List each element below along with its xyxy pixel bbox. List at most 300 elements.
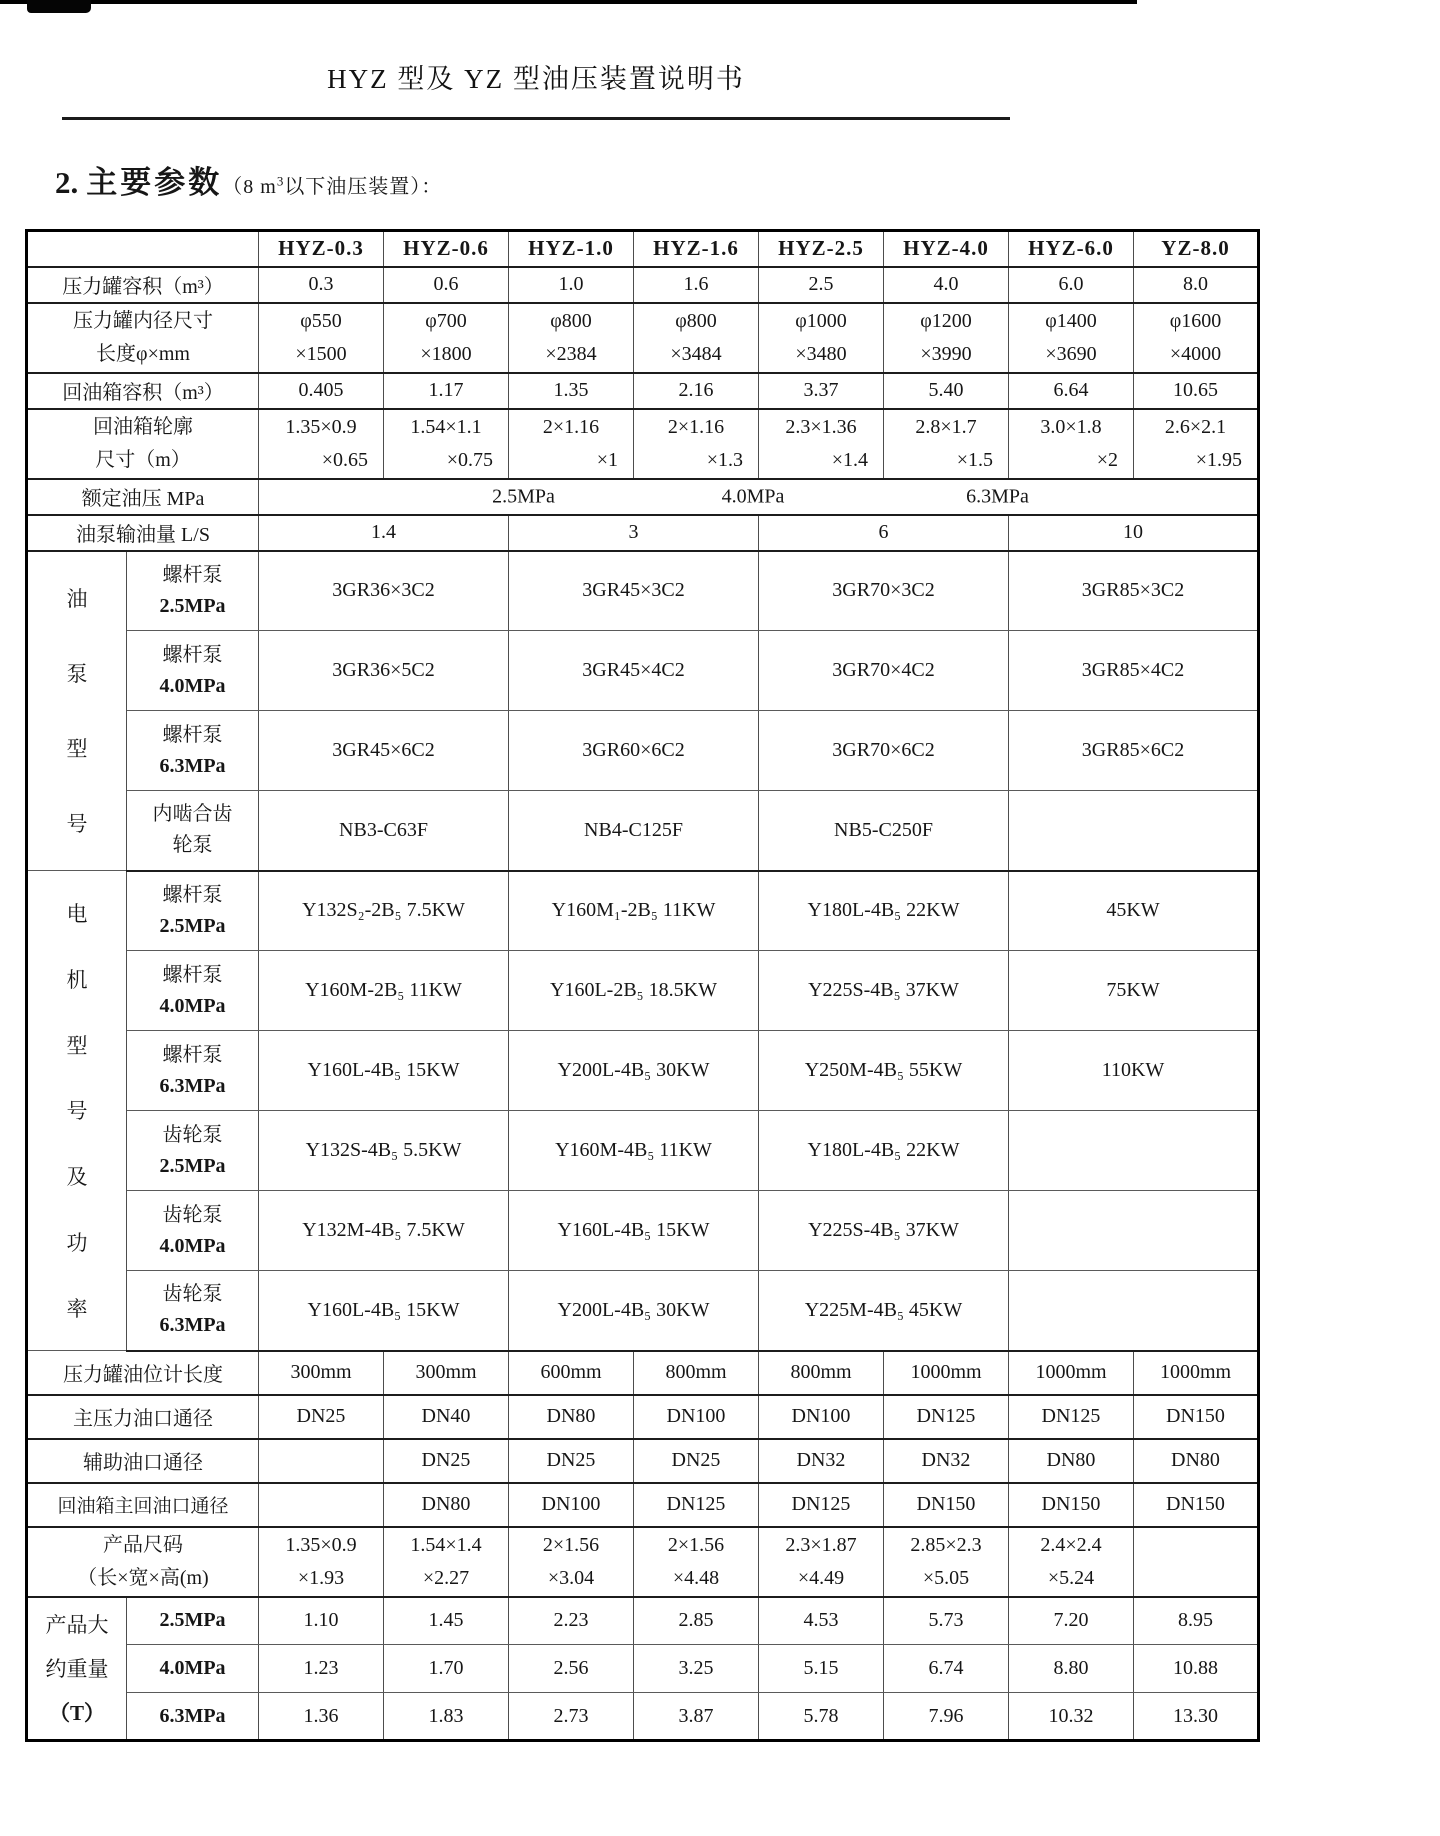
param-value: 8.0	[1134, 267, 1259, 303]
param-value: 3GR60×6C2	[509, 711, 759, 791]
weight-row	[27, 1645, 1259, 1693]
pump-row	[27, 791, 1259, 871]
motor-sub-label	[127, 871, 259, 951]
param-value: DN125	[1009, 1395, 1134, 1439]
vertical-label-char: 型	[66, 737, 88, 762]
param-value: Y160M-4B₅ 11KW	[509, 1111, 759, 1191]
param-value	[884, 409, 1009, 479]
model-header: HYZ-2.5	[759, 231, 884, 267]
param-value: 8.95	[1134, 1597, 1259, 1645]
return-tank-size-row	[27, 409, 1259, 479]
value-line2: ×1500	[295, 342, 347, 365]
sub-label-line2: 2.5MPa	[159, 914, 226, 937]
vertical-label-char: 油	[66, 587, 88, 612]
value-line2: ×2384	[545, 342, 597, 365]
param-value: Y160L-4B₅ 15KW	[259, 1031, 509, 1111]
vertical-label-char: 号	[66, 1099, 88, 1124]
sub-label-line2: 2.5MPa	[159, 1154, 226, 1177]
param-value: 3GR70×4C2	[759, 631, 1009, 711]
row-label: 回油箱容积（m³）	[27, 373, 259, 409]
vertical-label-char: 型	[66, 1033, 88, 1058]
value-line2: ×1.4	[831, 448, 868, 471]
param-value	[1134, 1527, 1259, 1597]
value-line2: ×4000	[1169, 342, 1222, 365]
param-value: 2.73	[509, 1693, 634, 1741]
sub-label-line1: 齿轮泵	[162, 1203, 223, 1226]
note-pre: （8 m	[222, 176, 277, 198]
param-value	[634, 303, 759, 373]
sub-label-line1: 螺杆泵	[162, 563, 223, 586]
param-value: 1.23	[259, 1645, 384, 1693]
param-value: 3GR36×5C2	[259, 631, 509, 711]
param-value: DN25	[634, 1439, 759, 1483]
motor-row	[27, 1271, 1259, 1351]
label-line2: 尺寸（m）	[95, 448, 191, 471]
section-number: 2.	[55, 165, 79, 200]
param-value: 1000mm	[884, 1351, 1009, 1395]
row-label	[27, 1527, 259, 1597]
weight-label-line: （T）	[48, 1701, 105, 1726]
main-port-row	[27, 1395, 1259, 1439]
value-line1: φ1200	[920, 310, 972, 333]
param-value	[634, 409, 759, 479]
value-line1: 2×1.56	[667, 1534, 725, 1557]
motor-sub-label	[127, 1191, 259, 1271]
param-value: 10.65	[1134, 373, 1259, 409]
value-line2: ×1	[596, 448, 618, 471]
sub-label-line2: 2.5MPa	[159, 594, 226, 617]
param-value: 1.45	[384, 1597, 509, 1645]
param-value: DN80	[1134, 1439, 1259, 1483]
value-line1: φ1000	[795, 310, 847, 333]
pump-section-label	[27, 551, 127, 871]
param-value: DN150	[884, 1483, 1009, 1527]
param-value: 1000mm	[1134, 1351, 1259, 1395]
sub-label-line2: 轮泵	[172, 834, 213, 857]
value-line2: ×2.27	[422, 1566, 470, 1589]
param-value: 10.88	[1134, 1645, 1259, 1693]
vertical-label-char: 及	[66, 1165, 88, 1190]
param-value: 3GR85×4C2	[1009, 631, 1259, 711]
param-value: Y250M-4B₅ 55KW	[759, 1031, 1009, 1111]
sub-label-line2: 6.3MPa	[159, 1074, 226, 1097]
model-header: HYZ-0.3	[259, 231, 384, 267]
value-line2: ×0.75	[446, 448, 493, 471]
pump-row	[27, 631, 1259, 711]
param-value	[509, 303, 634, 373]
param-value: 10	[1009, 515, 1259, 551]
sub-label-line1: 螺杆泵	[162, 883, 223, 906]
value-line1: φ1600	[1169, 310, 1222, 333]
param-value: 6.0	[1009, 267, 1134, 303]
param-value: 5.15	[759, 1645, 884, 1693]
param-value: 1.36	[259, 1693, 384, 1741]
param-value	[259, 303, 384, 373]
param-value	[259, 1483, 384, 1527]
param-value: 3GR36×3C2	[259, 551, 509, 631]
param-value: DN100	[634, 1395, 759, 1439]
param-value	[1134, 303, 1259, 373]
param-value	[1009, 1191, 1259, 1271]
param-value: 1.17	[384, 373, 509, 409]
param-value: NB5-C250F	[759, 791, 1009, 871]
param-value: Y225S-4B₅ 37KW	[759, 1191, 1009, 1271]
param-value: 600mm	[509, 1351, 634, 1395]
return-port-row	[27, 1483, 1259, 1527]
weight-sub-label: 2.5MPa	[127, 1597, 259, 1645]
row-label: 辅助油口通径	[27, 1439, 259, 1483]
value-line1: 2.85×2.3	[910, 1534, 982, 1557]
rated-pressure-values	[259, 479, 1259, 515]
pump-row	[27, 551, 1259, 631]
param-value	[509, 1527, 634, 1597]
row-label: 油泵输油量 L/S	[27, 515, 259, 551]
value-line1: 2×1.56	[542, 1534, 600, 1557]
param-value: 5.40	[884, 373, 1009, 409]
motor-sub-label	[127, 1111, 259, 1191]
label-line1: 压力罐内径尺寸	[73, 310, 213, 333]
param-value: 7.20	[1009, 1597, 1134, 1645]
param-value: 13.30	[1134, 1693, 1259, 1741]
pump-sub-label	[127, 711, 259, 791]
weight-row	[27, 1597, 1259, 1645]
param-value: 4.53	[759, 1597, 884, 1645]
model-header: HYZ-4.0	[884, 231, 1009, 267]
value-line1: 2×1.16	[667, 416, 725, 439]
param-value: 6.74	[884, 1645, 1009, 1693]
param-value	[1009, 1271, 1259, 1351]
value-line2: ×0.65	[321, 448, 368, 471]
sub-label-line2: 4.0MPa	[159, 994, 226, 1017]
weight-row	[27, 1693, 1259, 1741]
param-value	[259, 1439, 384, 1483]
value-line2: ×3990	[920, 342, 972, 365]
param-value: 7.96	[884, 1693, 1009, 1741]
sub-label-line2: 4.0MPa	[159, 1234, 226, 1257]
param-value: 3GR85×3C2	[1009, 551, 1259, 631]
param-value: DN40	[384, 1395, 509, 1439]
row-label	[27, 303, 259, 373]
sub-label-line2: 6.3MPa	[159, 1314, 226, 1337]
row-label	[27, 409, 259, 479]
sub-label-line1: 螺杆泵	[162, 1043, 223, 1066]
rated-pressure-value: 2.5MPa	[492, 485, 555, 507]
corner-cell	[27, 231, 259, 267]
pump-sub-label	[127, 551, 259, 631]
sub-label-line1: 齿轮泵	[162, 1283, 223, 1306]
param-value: 10.32	[1009, 1693, 1134, 1741]
scan-artifact-bar	[0, 0, 1137, 4]
param-value	[1009, 303, 1134, 373]
model-header: YZ-8.0	[1134, 231, 1259, 267]
pump-row	[27, 711, 1259, 791]
param-value: DN80	[1009, 1439, 1134, 1483]
pump-sub-label	[127, 631, 259, 711]
param-value: 3.25	[634, 1645, 759, 1693]
param-value: Y160L-2B₅ 18.5KW	[509, 951, 759, 1031]
motor-sub-label	[127, 1271, 259, 1351]
sub-label-line2: 4.0MPa	[159, 674, 226, 697]
row-label: 压力罐油位计长度	[27, 1351, 259, 1395]
param-value: Y200L-4B₅ 30KW	[509, 1031, 759, 1111]
model-header: HYZ-1.6	[634, 231, 759, 267]
section-title: 主要参数	[86, 165, 223, 200]
label-line1: 产品尺码	[103, 1534, 183, 1557]
value-line1: 1.54×1.4	[410, 1534, 482, 1557]
param-value	[1009, 791, 1259, 871]
param-value: 3.87	[634, 1693, 759, 1741]
doc-header	[62, 57, 1010, 120]
param-value: DN25	[384, 1439, 509, 1483]
param-value: Y180L-4B₅ 22KW	[759, 1111, 1009, 1191]
param-value: Y160M-2B₅ 11KW	[259, 951, 509, 1031]
section-note	[222, 173, 443, 198]
gauge-length-row	[27, 1351, 1259, 1395]
param-value	[884, 1527, 1009, 1597]
row-label: 压力罐容积（m³）	[27, 267, 259, 303]
weight-section-label	[27, 1597, 127, 1741]
vertical-label-char: 机	[66, 968, 88, 993]
param-value: 2.85	[634, 1597, 759, 1645]
param-value: 45KW	[1009, 871, 1259, 951]
vertical-label-char: 电	[66, 902, 88, 927]
param-value: 0.405	[259, 373, 384, 409]
value-line1: 2.3×1.36	[785, 416, 857, 439]
param-value: Y132S₂-2B₅ 7.5KW	[259, 871, 509, 951]
vertical-label-char: 率	[66, 1296, 88, 1321]
param-value	[1009, 1527, 1134, 1597]
param-value: 8.80	[1009, 1645, 1134, 1693]
param-value: DN125	[759, 1483, 884, 1527]
motor-sub-label	[127, 951, 259, 1031]
param-value: 0.6	[384, 267, 509, 303]
motor-row	[27, 1191, 1259, 1271]
rated-pressure-row	[27, 479, 1259, 515]
param-value: Y132M-4B₅ 7.5KW	[259, 1191, 509, 1271]
param-value: 1.83	[384, 1693, 509, 1741]
value-line2: ×3484	[670, 342, 722, 365]
pump-sub-label	[127, 791, 259, 871]
motor-row	[27, 1031, 1259, 1111]
value-line1: φ700	[425, 310, 467, 333]
scan-artifact-blob	[27, 0, 91, 13]
row-label: 回油箱主回油口通径	[27, 1483, 259, 1527]
value-line2: ×2	[1096, 448, 1118, 471]
header-row	[27, 231, 1259, 267]
param-value: Y225M-4B₅ 45KW	[759, 1271, 1009, 1351]
param-value: 0.3	[259, 267, 384, 303]
param-value	[384, 409, 509, 479]
note-post: 以下油压装置）：	[284, 176, 443, 198]
param-value: 1.0	[509, 267, 634, 303]
value-line2: ×3480	[795, 342, 847, 365]
weight-sub-label: 6.3MPa	[127, 1693, 259, 1741]
sub-label-line1: 螺杆泵	[162, 723, 223, 746]
param-value: 1.10	[259, 1597, 384, 1645]
param-value: 800mm	[759, 1351, 884, 1395]
sub-label-line1: 螺杆泵	[162, 963, 223, 986]
param-value: 5.73	[884, 1597, 1009, 1645]
value-line1: 1.54×1.1	[410, 416, 482, 439]
param-value: 300mm	[259, 1351, 384, 1395]
param-value	[384, 303, 509, 373]
value-line2: ×3.04	[547, 1566, 595, 1589]
param-value: 1.35	[509, 373, 634, 409]
note-superscript: 3	[276, 173, 285, 189]
param-value: 3GR45×6C2	[259, 711, 509, 791]
model-header: HYZ-1.0	[509, 231, 634, 267]
weight-label-line: 产品大	[45, 1613, 109, 1638]
param-value	[634, 1527, 759, 1597]
motor-row	[27, 951, 1259, 1031]
rated-pressure-value: 4.0MPa	[721, 485, 785, 507]
param-value: 2.23	[509, 1597, 634, 1645]
value-line1: φ800	[550, 310, 592, 333]
sub-label-line1: 内啮合齿	[152, 803, 233, 826]
param-value	[1009, 1111, 1259, 1191]
value-line2: ×3690	[1045, 342, 1097, 365]
return-tank-volume-row	[27, 373, 1259, 409]
title-underline	[62, 117, 1010, 120]
param-value	[884, 303, 1009, 373]
param-value: 2.56	[509, 1645, 634, 1693]
model-header: HYZ-6.0	[1009, 231, 1134, 267]
param-value: 2.5	[759, 267, 884, 303]
param-value	[759, 409, 884, 479]
param-value: 800mm	[634, 1351, 759, 1395]
param-value: DN32	[884, 1439, 1009, 1483]
value-line2: ×4.49	[797, 1566, 845, 1589]
param-value: DN80	[384, 1483, 509, 1527]
weight-sub-label: 4.0MPa	[127, 1645, 259, 1693]
vertical-label-char: 泵	[66, 662, 88, 687]
vertical-label-char: 功	[66, 1230, 88, 1255]
param-value: 3GR45×4C2	[509, 631, 759, 711]
value-line1: φ550	[300, 310, 342, 333]
value-line1: 1.35×0.9	[285, 1534, 357, 1557]
param-value: DN80	[509, 1395, 634, 1439]
param-value: 75KW	[1009, 951, 1259, 1031]
param-value	[1009, 409, 1134, 479]
value-line1: 2.8×1.7	[915, 416, 977, 439]
value-line2: ×4.48	[672, 1566, 720, 1589]
param-value	[759, 1527, 884, 1597]
param-value: 1.70	[384, 1645, 509, 1693]
param-value: DN150	[1134, 1395, 1259, 1439]
param-value: Y160L-4B₅ 15KW	[509, 1191, 759, 1271]
value-line1: 2.4×2.4	[1040, 1534, 1102, 1557]
model-header: HYZ-0.6	[384, 231, 509, 267]
label-line1: 回油箱轮廓	[93, 416, 193, 439]
param-value: 4.0	[884, 267, 1009, 303]
section-heading	[55, 157, 1440, 202]
weight-label-line: 约重量	[45, 1657, 109, 1682]
param-value: 6	[759, 515, 1009, 551]
param-value: 1.4	[259, 515, 509, 551]
param-value: 3.37	[759, 373, 884, 409]
doc-title: HYZ 型及 YZ 型油压装置说明书	[327, 64, 745, 94]
sub-label-line2: 6.3MPa	[159, 754, 226, 777]
param-value: DN25	[259, 1395, 384, 1439]
param-value	[1134, 409, 1259, 479]
param-value: 3	[509, 515, 759, 551]
product-size-row	[27, 1527, 1259, 1597]
param-value: DN100	[759, 1395, 884, 1439]
label-line2: 长度φ×mm	[96, 342, 190, 365]
row-label: 主压力油口通径	[27, 1395, 259, 1439]
sub-label-line1: 螺杆泵	[162, 643, 223, 666]
motor-section-label	[27, 871, 127, 1351]
value-line1: 1.35×0.9	[285, 416, 357, 439]
param-value: 3GR70×6C2	[759, 711, 1009, 791]
param-value: NB3-C63F	[259, 791, 509, 871]
value-line2: ×1.95	[1195, 448, 1242, 471]
param-value: DN125	[884, 1395, 1009, 1439]
param-value: 3GR70×3C2	[759, 551, 1009, 631]
rated-pressure-value: 6.3MPa	[966, 485, 1029, 507]
param-value	[259, 1527, 384, 1597]
param-value: 1000mm	[1009, 1351, 1134, 1395]
param-value: Y160M₁-2B₅ 11KW	[509, 871, 759, 951]
param-value: DN150	[1134, 1483, 1259, 1527]
motor-sub-label	[127, 1031, 259, 1111]
value-line2: ×1800	[420, 342, 472, 365]
label-line2: （长×宽×高(m)	[77, 1566, 209, 1589]
param-value: NB4-C125F	[509, 791, 759, 871]
param-value	[759, 303, 884, 373]
param-value: Y180L-4B₅ 22KW	[759, 871, 1009, 951]
param-value: DN32	[759, 1439, 884, 1483]
pump-output-row	[27, 515, 1259, 551]
value-line1: 2.6×2.1	[1164, 416, 1227, 439]
tank-size-row	[27, 303, 1259, 373]
value-line2: ×1.5	[956, 448, 993, 471]
value-line1: 2×1.16	[542, 416, 600, 439]
parameters-table	[25, 229, 1260, 1742]
sub-label-line1: 齿轮泵	[162, 1123, 223, 1146]
param-value	[509, 409, 634, 479]
param-value: 300mm	[384, 1351, 509, 1395]
param-value: Y200L-4B₅ 30KW	[509, 1271, 759, 1351]
param-value	[259, 409, 384, 479]
row-label: 额定油压 MPa	[27, 479, 259, 515]
value-line1: φ800	[675, 310, 717, 333]
param-value: 110KW	[1009, 1031, 1259, 1111]
param-value: DN125	[634, 1483, 759, 1527]
value-line1: 2.3×1.87	[785, 1534, 857, 1557]
param-value: Y225S-4B₅ 37KW	[759, 951, 1009, 1031]
value-line2: ×5.05	[922, 1566, 970, 1589]
param-value: Y160L-4B₅ 15KW	[259, 1271, 509, 1351]
param-value: 1.6	[634, 267, 759, 303]
param-value: Y132S-4B₅ 5.5KW	[259, 1111, 509, 1191]
aux-port-row	[27, 1439, 1259, 1483]
param-value: 6.64	[1009, 373, 1134, 409]
param-value: 2.16	[634, 373, 759, 409]
value-line1: 3.0×1.8	[1040, 416, 1102, 439]
param-value: 5.78	[759, 1693, 884, 1741]
value-line1: φ1400	[1045, 310, 1097, 333]
value-line2: ×1.3	[706, 448, 743, 471]
param-value	[384, 1527, 509, 1597]
param-value: DN25	[509, 1439, 634, 1483]
param-value: 3GR85×6C2	[1009, 711, 1259, 791]
vertical-label-char: 号	[66, 812, 88, 837]
value-line2: ×5.24	[1047, 1566, 1095, 1589]
motor-row	[27, 871, 1259, 951]
tank-volume-row	[27, 267, 1259, 303]
motor-row	[27, 1111, 1259, 1191]
